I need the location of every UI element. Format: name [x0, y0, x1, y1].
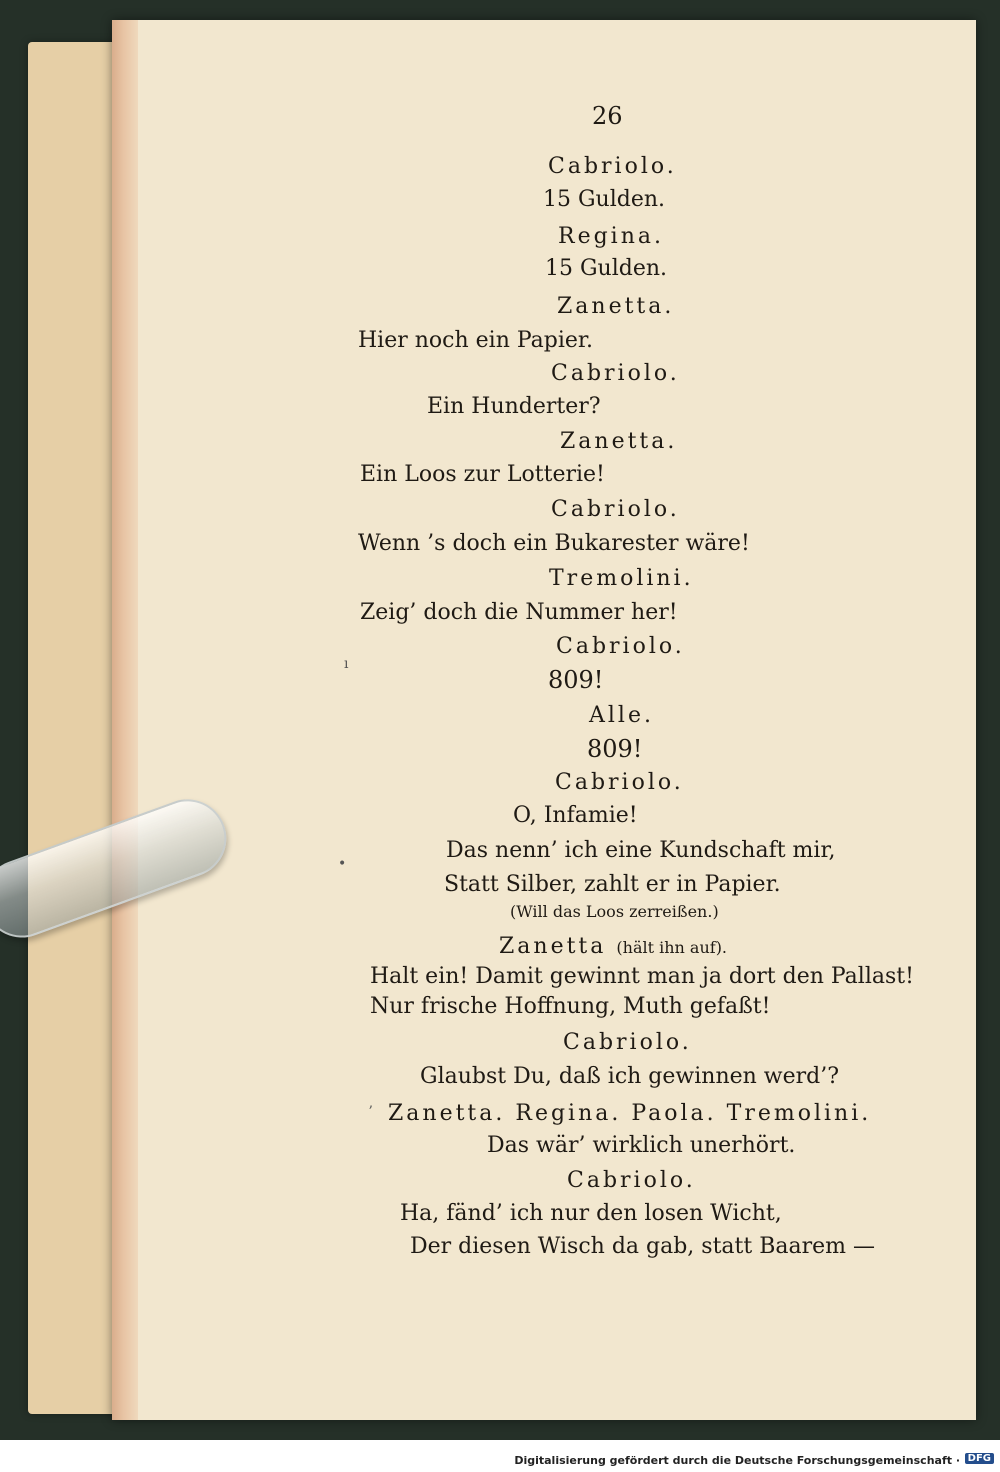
page-number: 26 — [592, 102, 623, 130]
page-edge — [112, 20, 138, 1420]
speaker-cabriolo: Cabriolo. — [567, 1168, 696, 1193]
speaker-zanetta: Zanetta. — [557, 294, 675, 319]
speaker-cabriolo: Cabriolo. — [551, 497, 680, 522]
dialogue-line: Halt ein! Damit gewinnt man ja dort den Pallast! — [370, 964, 914, 989]
dialogue-line: 809! — [548, 666, 604, 694]
dialogue-line: Der diesen Wisch da gab, statt Baarem — — [410, 1234, 875, 1259]
speaker-cabriolo: Cabriolo. — [556, 634, 685, 659]
stage-direction: (Will das Loos zerreißen.) — [510, 902, 719, 921]
speaker-tremolini: Tremolini. — [549, 566, 694, 591]
speaker-group: Zanetta. Regina. Paola. Tremolini. — [388, 1101, 872, 1126]
dialogue-line: 15 Gulden. — [543, 187, 666, 212]
speaker-zanetta: Zanetta. — [560, 429, 678, 454]
dialogue-line: Ein Loos zur Lotterie! — [360, 462, 605, 487]
dialogue-line: Wenn ’s doch ein Bukarester wäre! — [358, 531, 750, 556]
dialogue-line: 15 Gulden. — [545, 256, 668, 281]
speaker-name: Zanetta — [499, 934, 607, 959]
digitization-credit: Digitalisierung gefördert durch die Deutsche Forschungsgemeinschaft · — [514, 1454, 960, 1467]
margin-mark: ı — [344, 656, 349, 672]
dialogue-line: Ein Hunderter? — [427, 394, 601, 419]
dialogue-line: Nur frische Hoffnung, Muth gefaßt! — [370, 994, 771, 1019]
dialogue-line: Glaubst Du, daß ich gewinnen werd’? — [420, 1064, 840, 1089]
dialogue-line: Das wär’ wirklich unerhört. — [487, 1133, 796, 1158]
speaker-regina: Regina. — [558, 224, 664, 249]
dialogue-line: Statt Silber, zahlt er in Papier. — [444, 872, 781, 897]
speaker-zanetta — [499, 936, 727, 958]
speaker-cabriolo: Cabriolo. — [548, 154, 677, 179]
dialogue-line: O, Infamie! — [513, 803, 638, 828]
speaker-cabriolo: Cabriolo. — [555, 770, 684, 795]
dialogue-line: 809! — [587, 735, 643, 763]
margin-mark: ʼ — [368, 1104, 373, 1120]
margin-mark: • — [338, 856, 347, 872]
speaker-cabriolo: Cabriolo. — [563, 1030, 692, 1055]
dialogue-line: Hier noch ein Papier. — [358, 328, 594, 353]
speaker-alle: Alle. — [589, 703, 654, 728]
dialogue-line: Zeig’ doch die Nummer her! — [360, 600, 678, 625]
stage-direction: (hält ihn auf). — [616, 938, 728, 957]
dfg-logo: DFG — [965, 1453, 994, 1464]
dialogue-line: Ha, fänd’ ich nur den losen Wicht, — [400, 1201, 782, 1226]
dialogue-line: Das nenn’ ich eine Kundschaft mir, — [446, 838, 836, 863]
speaker-cabriolo: Cabriolo. — [551, 361, 680, 386]
